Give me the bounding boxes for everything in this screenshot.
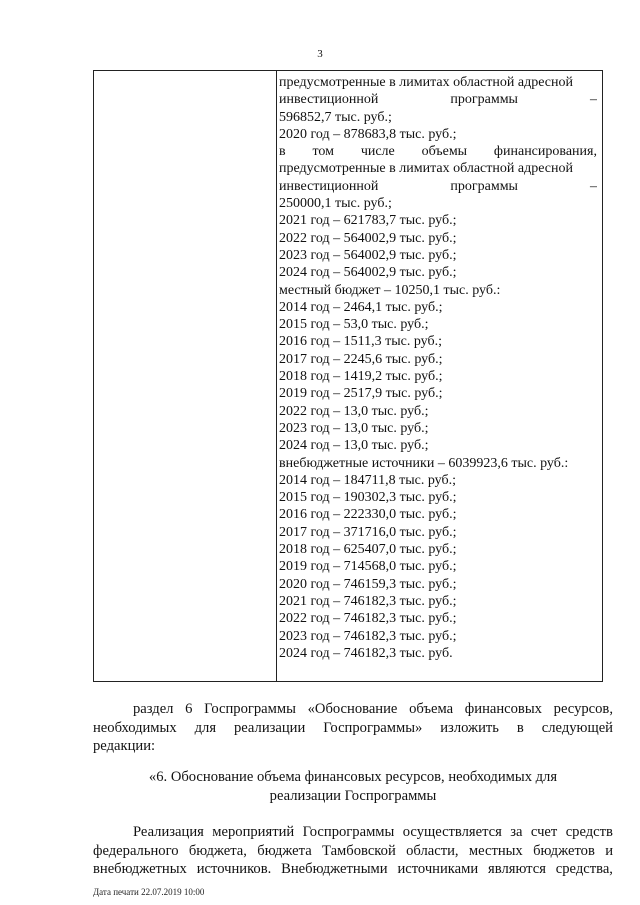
table-cell-line: 2018 год – 1419,2 тыс. руб.; xyxy=(279,369,443,385)
table-cell-line: 2019 год – 714568,0 тыс. руб.; xyxy=(279,559,457,575)
paragraph-line: федерального бюджета, бюджета Тамбовской области, местных бюджетов и xyxy=(93,842,613,859)
heading-line: реализации Госпрограммы xyxy=(269,787,437,804)
table-cell-line: 2023 год – 746182,3 тыс. руб.; xyxy=(279,628,457,644)
table-cell-line: 2021 год – 621783,7 тыс. руб.; xyxy=(279,213,457,229)
table-cell-line: 2014 год – 184711,8 тыс. руб.; xyxy=(279,472,456,488)
table-cell-line: 2015 год – 190302,3 тыс. руб.; xyxy=(279,490,457,506)
table-cell-line: 2020 год – 746159,3 тыс. руб.; xyxy=(279,576,457,592)
table-cell-line: предусмотренные в лимитах областной адресной xyxy=(279,75,573,90)
table-cell-line: 2017 год – 371716,0 тыс. руб.; xyxy=(279,524,457,540)
table-cell-line: 2023 год – 13,0 тыс. руб.; xyxy=(279,420,429,436)
program-table xyxy=(93,70,603,682)
table-cell-line: 2020 год – 878683,8 тыс. руб.; xyxy=(279,126,457,142)
table-cell-line: 2024 год – 564002,9 тыс. руб.; xyxy=(279,265,457,281)
body-paragraph xyxy=(93,823,613,879)
table-cell-line: 2017 год – 2245,6 тыс. руб.; xyxy=(279,351,443,367)
table-cell-line: предусмотренные в лимитах областной адресной xyxy=(279,161,573,177)
table-cell-line: внебюджетные источники – 6039923,6 тыс. руб.: xyxy=(279,455,569,471)
table-cell-line: 2022 год – 564002,9 тыс. руб.; xyxy=(279,230,457,246)
table-cell-line: в том числе объемы финансирования, xyxy=(279,144,597,160)
table-cell-line: инвестиционной программы – xyxy=(279,92,597,108)
paragraph-line: внебюджетных источников. Внебюджетными источниками являются средства, xyxy=(93,861,613,877)
table-cell-line: местный бюджет – 10250,1 тыс. руб.: xyxy=(279,282,501,298)
heading-line: «6. Обоснование объема финансовых ресурсов, необходимых для xyxy=(148,769,558,785)
paragraph-line: раздел 6 Госпрограммы «Обоснование объема финансовых ресурсов, xyxy=(133,701,613,717)
paragraph-line: редакции: xyxy=(93,738,156,754)
paragraph-line: необходимых для реализации Госпрограммы» изложить в следующей xyxy=(93,719,613,736)
table-cell-line: 2022 год – 13,0 тыс. руб.; xyxy=(279,403,429,419)
section-paragraph xyxy=(93,700,613,756)
table-cell-line: 2015 год – 53,0 тыс. руб.; xyxy=(279,317,429,333)
financing-cell xyxy=(279,74,597,662)
print-date-footer: Дата печати 22.07.2019 10:00 xyxy=(93,887,205,897)
section-heading xyxy=(93,768,613,805)
table-cell-line: 2023 год – 564002,9 тыс. руб.; xyxy=(279,247,457,263)
table-cell-line: 596852,7 тыс. руб.; xyxy=(279,109,392,125)
table-cell-line: 2021 год – 746182,3 тыс. руб.; xyxy=(279,593,457,609)
table-cell-line: 2024 год – 13,0 тыс. руб.; xyxy=(279,438,429,454)
table-cell-line: 2018 год – 625407,0 тыс. руб.; xyxy=(279,542,457,558)
table-cell-line: 250000,1 тыс. руб.; xyxy=(279,196,392,212)
page-number: 3 xyxy=(317,48,323,60)
table-cell-line: 2019 год – 2517,9 тыс. руб.; xyxy=(279,386,443,402)
table-cell-line: 2014 год – 2464,1 тыс. руб.; xyxy=(279,299,443,315)
table-cell-line: инвестиционной программы – xyxy=(279,178,597,194)
table-cell-line: 2016 год – 1511,3 тыс. руб.; xyxy=(279,334,442,350)
table-cell-line: 2024 год – 746182,3 тыс. руб. xyxy=(279,645,453,661)
table-column-divider xyxy=(276,71,277,681)
paragraph-line: Реализация мероприятий Госпрограммы осуществляется за счет средств xyxy=(133,824,613,840)
table-cell-line: 2022 год – 746182,3 тыс. руб.; xyxy=(279,611,457,627)
table-cell-line: 2016 год – 222330,0 тыс. руб.; xyxy=(279,507,457,523)
